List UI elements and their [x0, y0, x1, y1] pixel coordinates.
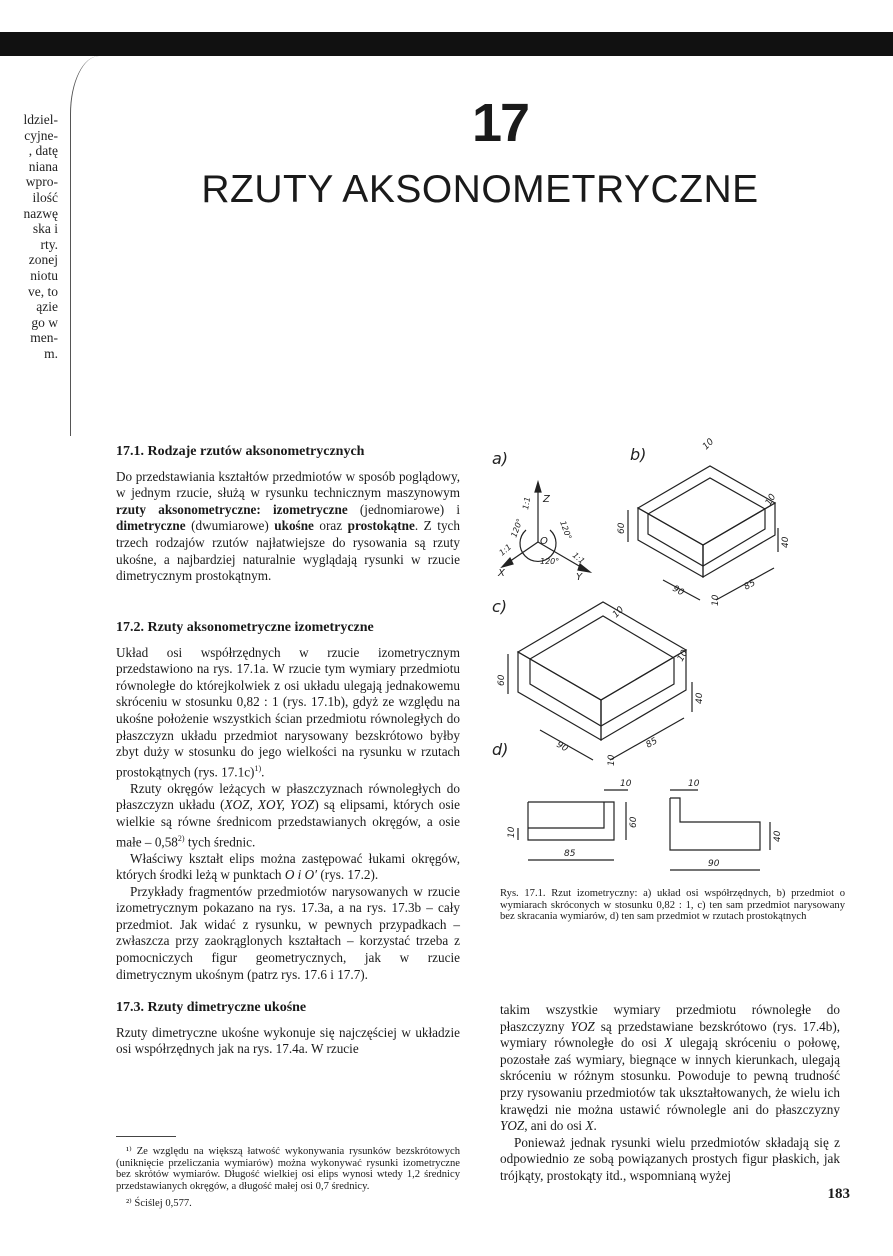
axes-system-a — [497, 482, 590, 583]
object-d — [507, 779, 783, 870]
front-view-inner — [528, 802, 604, 828]
object-b-inner-edge — [648, 509, 765, 566]
object-b-back-top — [638, 466, 775, 545]
origin-label: O — [540, 536, 548, 547]
label-d: d) — [492, 740, 509, 759]
angle-label-2: 120° — [558, 519, 574, 541]
angle-label-3: 120° — [540, 557, 560, 566]
y-label: Y — [576, 572, 583, 583]
dim-b-label: 90 — [670, 583, 686, 599]
dim-b-label: 10 — [711, 594, 721, 606]
page-curl-edge — [70, 56, 99, 436]
z-label: Z — [543, 494, 550, 505]
right-column-text — [500, 1002, 840, 1185]
dim-d-label: 10 — [688, 779, 700, 789]
paragraph: Przykłady fragmentów przedmiotów narysowanych w rzucie izometrycznym pokazano na rys. 17.3a, a na rys. 17.3b – cały przedmiot. Jak widać z rysunku, w pewnych przypadkach – zwłaszcza przy zaokrąglonych kształtach – korzystać trzeba z pomocniczych figur geometrycznych, jak w rzucie dimetrycznym ukośnym (patrz rys. 17.6 i 17.7). — [116, 883, 460, 982]
dim-b-label: 40 — [781, 536, 791, 548]
footnote-rule — [116, 1136, 176, 1137]
object-b-right-face — [703, 503, 775, 577]
dim-b-label: 10 — [763, 492, 779, 508]
footnote-2: ²⁾ Ściślej 0,577. — [126, 1198, 192, 1210]
section-heading: 17.2. Rzuty aksonometryczne izometryczne — [116, 620, 374, 635]
dim-d-label: 60 — [629, 816, 639, 828]
footnotes — [116, 1146, 460, 1216]
figure-caption: Rys. 17.1. Rzut izometryczny: a) układ osi współrzędnych, b) przedmiot o wymiarach skróconych w stosunku 0,82 : 1, c) ten sam przedmiot narysowany bez skracania wymiarów, d) ten sam przedmiot w rzutach prostokątnych — [500, 888, 845, 923]
paragraph: Układ osi współrzędnych w rzucie izometrycznym przedstawiono na rys. 17.1a. W rzucie tym wymiary przedmiotu równoległe do którejkolwiek z osi układu ulegają jednakowemu skróceniu w stosunku 0,82 : 1 (rys. 17.1b), gdyż ze względu na ukośne położenie wszystkich ścian przedmiotu równoległych do płaszczyzn układu przedmiot narysowany bezskrótowo byłby zbyt duży w stosunku do jego wielkości na rysunku w rzutach prostokątnych (rys. 17.1c)$^{1)}$. — [116, 644, 460, 780]
previous-page-margin: ldziel- cyjne- , datę niana wpro- ilość nazwę ska i rty. zonej niotu ve, to ązie go w men- m. — [23, 112, 58, 361]
label-b: b) — [630, 445, 647, 464]
section-17-2 — [116, 620, 460, 983]
chapter-number: 17 — [471, 93, 529, 153]
angle-label-1: 120° — [509, 517, 525, 539]
page-number: 183 — [827, 1186, 850, 1202]
footnote-1: ¹⁾ Ze względu na większą łatwość wykonywania rysunków bezskrótowych (uniknięcie przeliczania wymiarów) można wykonywać rysunki izometryczne bez skrótów wymiarów. Długość wielkiej osi elips wynosi wtedy 1,2 średnicy przedstawianych okręgów, a długość małej osi 0,7 średnicy. — [116, 1146, 460, 1192]
label-a: a) — [492, 449, 509, 468]
dim-c-label: 10 — [611, 604, 627, 621]
section-17-1 — [116, 444, 460, 585]
dim-d-label: 85 — [564, 849, 576, 859]
object-b-inner-top — [648, 478, 765, 514]
dim-b-label: 85 — [742, 578, 758, 593]
dim-d-label: 40 — [773, 830, 783, 842]
dim-d-label: 10 — [507, 826, 517, 838]
paragraph: Do przedstawiania kształtów przedmiotów w sposób poglądowy, w jednym rzucie, służą w rysunku technicznym maszynowym rzuty aksonometryczne: izometryczne (jednomiarowe) i dimetryczne (dwumiarowe) ukośne oraz prostokątne. Z tych trzech rodzajów rzutów najłatwiejsze do rysowania są rzuty ukośne, a najbardziej naturalnie wyglądają rysunki w rzucie dimetrycznym prostokątnym. — [116, 468, 460, 584]
dim-c-label: 60 — [497, 674, 507, 686]
dim-c-label: 10 — [675, 648, 691, 664]
paragraph: Rzuty dimetryczne ukośne wykonuje się najczęściej w układzie osi współrzędnych jak na rys. 17.4a. W rzucie — [116, 1024, 460, 1057]
section-17-3 — [116, 1000, 460, 1058]
front-view — [528, 802, 614, 840]
section-heading: 17.3. Rzuty dimetryczne ukośne — [116, 1000, 307, 1015]
label-c: c) — [492, 597, 508, 616]
z-arrow-icon — [535, 482, 541, 492]
dim-d-label: 90 — [708, 859, 720, 869]
top-black-band — [0, 32, 893, 56]
paragraph: Ponieważ jednak rysunki wielu przedmiotów składają się z odpowiednio ze sobą powiązanych prostych figur płaskich, jak trójkąty, prostokąty itd., wspomnianą wyżej — [500, 1134, 840, 1183]
paragraph: Właściwy kształt elips można zastępować łukami okręgów, których środki leżą w punktach O i O′ (rys. 17.2). — [116, 850, 460, 883]
dim-b-label: 60 — [617, 522, 627, 534]
dim-b-label: 10 — [701, 436, 717, 453]
dim-c-label: 90 — [554, 739, 570, 755]
paragraph: takim wszystkie wymiary przedmiotu równoległe do płaszczyzny YOZ są przedstawiane bezskrótowo (rys. 17.4b), wymiary równoległe do osi X ulegają skróceniu o połowę, pozostałe zaś wymiary, biegnące w innych kierunkach, ulegają skróceniu w różnym stosunku. Powoduje to pewną trudność przy rysowaniu przedmiotów tak ukształtowanych, że wielu ich krawędzi nie można ustawić równolegle ani do płaszczyzny YOZ, ani do osi X. — [500, 1002, 841, 1134]
dim-c-label: 85 — [644, 736, 660, 751]
chapter-title: RZUTY AKSONOMETRYCZNE — [201, 168, 759, 211]
dim-c-label: 40 — [695, 692, 705, 704]
section-heading: 17.1. Rodzaje rzutów aksonometrycznych — [116, 444, 365, 459]
object-c-inner-top — [530, 616, 674, 659]
object-c-inner-edge — [530, 658, 674, 726]
object-c — [497, 602, 705, 766]
scale-label-3: 1:1 — [570, 550, 587, 566]
y-arrow-icon — [578, 564, 590, 572]
dim-line — [610, 718, 684, 760]
side-view — [670, 798, 760, 850]
dim-d-label: 10 — [620, 779, 632, 789]
x-label: X — [498, 568, 505, 579]
x-arrow-icon — [502, 558, 513, 567]
dim-c-label: 10 — [607, 754, 617, 766]
paragraph: Rzuty okręgów leżących w płaszczyznach równoległych do płaszczyzn układu (XOZ, XOY, YOZ) są elipsami, których osie wielkie są równe średnicom przedstawianych okręgów, a osie małe – 0,58$^{2)}$ tych średnic. — [116, 780, 460, 849]
scale-label-1: 1:1 — [521, 496, 533, 511]
object-c-right-face — [601, 650, 686, 740]
scale-label-2: 1:1 — [497, 542, 514, 558]
figure-17-1 — [488, 430, 858, 885]
